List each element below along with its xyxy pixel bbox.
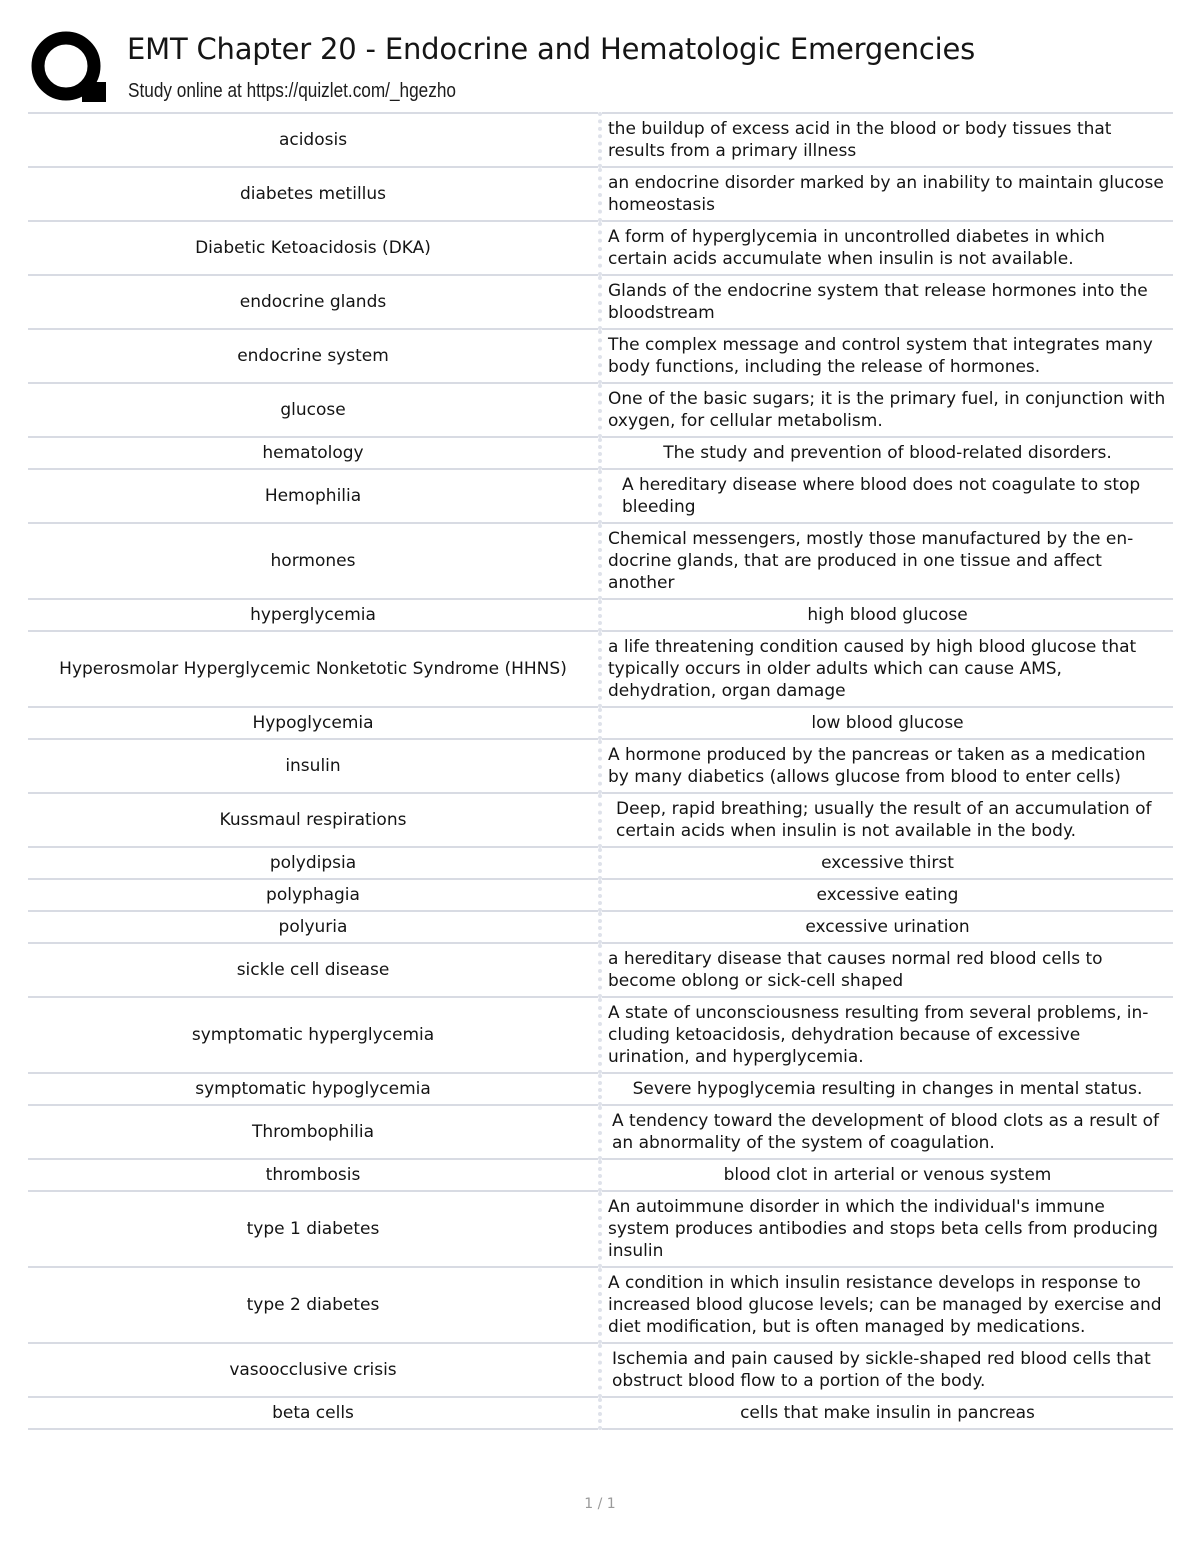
term-cell: Hypoglycemia	[28, 707, 600, 739]
table-row	[28, 911, 1173, 943]
study-link[interactable]: Study online at https://quizlet.com/_hgezho	[128, 80, 456, 102]
term-cell: acidosis	[28, 113, 600, 167]
term-cell: diabetes metillus	[28, 167, 600, 221]
term-cell: endocrine glands	[28, 275, 600, 329]
definition-cell: A hormone produced by the pancreas or taken as a medication by many diabetics (allows glucose from blood to enter cells)	[600, 739, 1173, 793]
definition-cell: excessive thirst	[600, 847, 1173, 879]
term-cell: symptomatic hypoglycemia	[28, 1073, 600, 1105]
table-row	[28, 1267, 1173, 1343]
definition-cell: excessive eating	[600, 879, 1173, 911]
term-cell: Thrombophilia	[28, 1105, 600, 1159]
table-row	[28, 599, 1173, 631]
definition-cell: The complex message and control system that integrates many body functions, including the release of hormones.	[600, 329, 1173, 383]
table-row	[28, 631, 1173, 707]
definition-cell: a life threatening condition caused by high blood glucose that typically occurs in older adults which can cause AMS, dehydration, organ damage	[600, 631, 1173, 707]
table-row	[28, 879, 1173, 911]
definition-cell: Glands of the endocrine system that release hormones into the bloodstream	[600, 275, 1173, 329]
term-cell: polyphagia	[28, 879, 600, 911]
definition-cell: excessive urination	[600, 911, 1173, 943]
definition-cell: high blood glucose	[600, 599, 1173, 631]
definition-cell: Severe hypoglycemia resulting in changes in mental status.	[600, 1073, 1173, 1105]
term-cell: hormones	[28, 523, 600, 599]
definition-cell: cells that make insulin in pancreas	[600, 1397, 1173, 1429]
table-row	[28, 167, 1173, 221]
term-cell: Hyperosmolar Hyperglycemic Nonketotic Syndrome (HHNS)	[28, 631, 600, 707]
table-row	[28, 113, 1173, 167]
table-row	[28, 1105, 1173, 1159]
term-cell: endocrine system	[28, 329, 600, 383]
term-cell: sickle cell disease	[28, 943, 600, 997]
term-cell: polyuria	[28, 911, 600, 943]
term-cell: type 2 diabetes	[28, 1267, 600, 1343]
definition-cell: A tendency toward the development of blood clots as a result of an abnormality of the system of coagulation.	[600, 1105, 1173, 1159]
table-row	[28, 793, 1173, 847]
definition-cell: an endocrine disorder marked by an inability to maintain glucose homeostasis	[600, 167, 1173, 221]
term-cell: polydipsia	[28, 847, 600, 879]
term-cell: glucose	[28, 383, 600, 437]
term-cell: Diabetic Ketoacidosis (DKA)	[28, 221, 600, 275]
table-row	[28, 221, 1173, 275]
term-cell: hematology	[28, 437, 600, 469]
definition-cell: A hereditary disease where blood does not coagulate to stop bleeding	[600, 469, 1173, 523]
table-row	[28, 707, 1173, 739]
definition-cell: An autoimmune disorder in which the individual's immune system produces antibodies and stops beta cells from producing insulin	[600, 1191, 1173, 1267]
definition-cell: A form of hyperglycemia in uncontrolled diabetes in which certain acids accumulate when insulin is not available.	[600, 221, 1173, 275]
term-cell: type 1 diabetes	[28, 1191, 600, 1267]
table-row	[28, 275, 1173, 329]
definition-cell: a hereditary disease that causes normal red blood cells to become oblong or sick-cell shaped	[600, 943, 1173, 997]
page-title: EMT Chapter 20 - Endocrine and Hematologic Emergencies	[127, 32, 976, 66]
term-cell: insulin	[28, 739, 600, 793]
definition-cell: One of the basic sugars; it is the primary fuel, in conjunction with oxygen, for cellular metabolism.	[600, 383, 1173, 437]
definition-cell: Ischemia and pain caused by sickle-shaped red blood cells that obstruct blood flow to a portion of the body.	[600, 1343, 1173, 1397]
term-cell: hyperglycemia	[28, 599, 600, 631]
term-cell: beta cells	[28, 1397, 600, 1429]
table-row	[28, 1191, 1173, 1267]
table-row	[28, 329, 1173, 383]
table-row	[28, 997, 1173, 1073]
table-row	[28, 1073, 1173, 1105]
term-cell: Kussmaul respirations	[28, 793, 600, 847]
term-cell: symptomatic hyperglycemia	[28, 997, 600, 1073]
page-number: 1 / 1	[584, 1496, 616, 1512]
definition-cell: A state of unconsciousness resulting from several problems, in-cluding ketoacidosis, dehydration because of excessive urination, and hyperglycemia.	[600, 997, 1173, 1073]
table-row	[28, 383, 1173, 437]
table-row	[28, 847, 1173, 879]
definition-cell: The study and prevention of blood-related disorders.	[600, 437, 1173, 469]
term-cell: thrombosis	[28, 1159, 600, 1191]
table-row	[28, 523, 1173, 599]
term-cell: vasoocclusive crisis	[28, 1343, 600, 1397]
table-row	[28, 943, 1173, 997]
definition-cell: the buildup of excess acid in the blood or body tissues that results from a primary illness	[600, 113, 1173, 167]
definition-cell: A condition in which insulin resistance develops in response to increased blood glucose levels; can be managed by exercise and diet modification, but is often managed by medications.	[600, 1267, 1173, 1343]
table-row	[28, 1159, 1173, 1191]
table-row	[28, 739, 1173, 793]
table-row	[28, 1343, 1173, 1397]
quizlet-logo-icon	[30, 30, 106, 106]
definition-cell: Chemical messengers, mostly those manufactured by the en-docrine glands, that are produced in one tissue and affect another	[600, 523, 1173, 599]
definition-cell: Deep, rapid breathing; usually the result of an accumulation of certain acids when insulin is not available in the body.	[600, 793, 1173, 847]
definition-cell: blood clot in arterial or venous system	[600, 1159, 1173, 1191]
table-row	[28, 437, 1173, 469]
term-cell: Hemophilia	[28, 469, 600, 523]
definition-cell: low blood glucose	[600, 707, 1173, 739]
table-row	[28, 469, 1173, 523]
table-row	[28, 1397, 1173, 1429]
flashcard-table	[28, 112, 1173, 1430]
